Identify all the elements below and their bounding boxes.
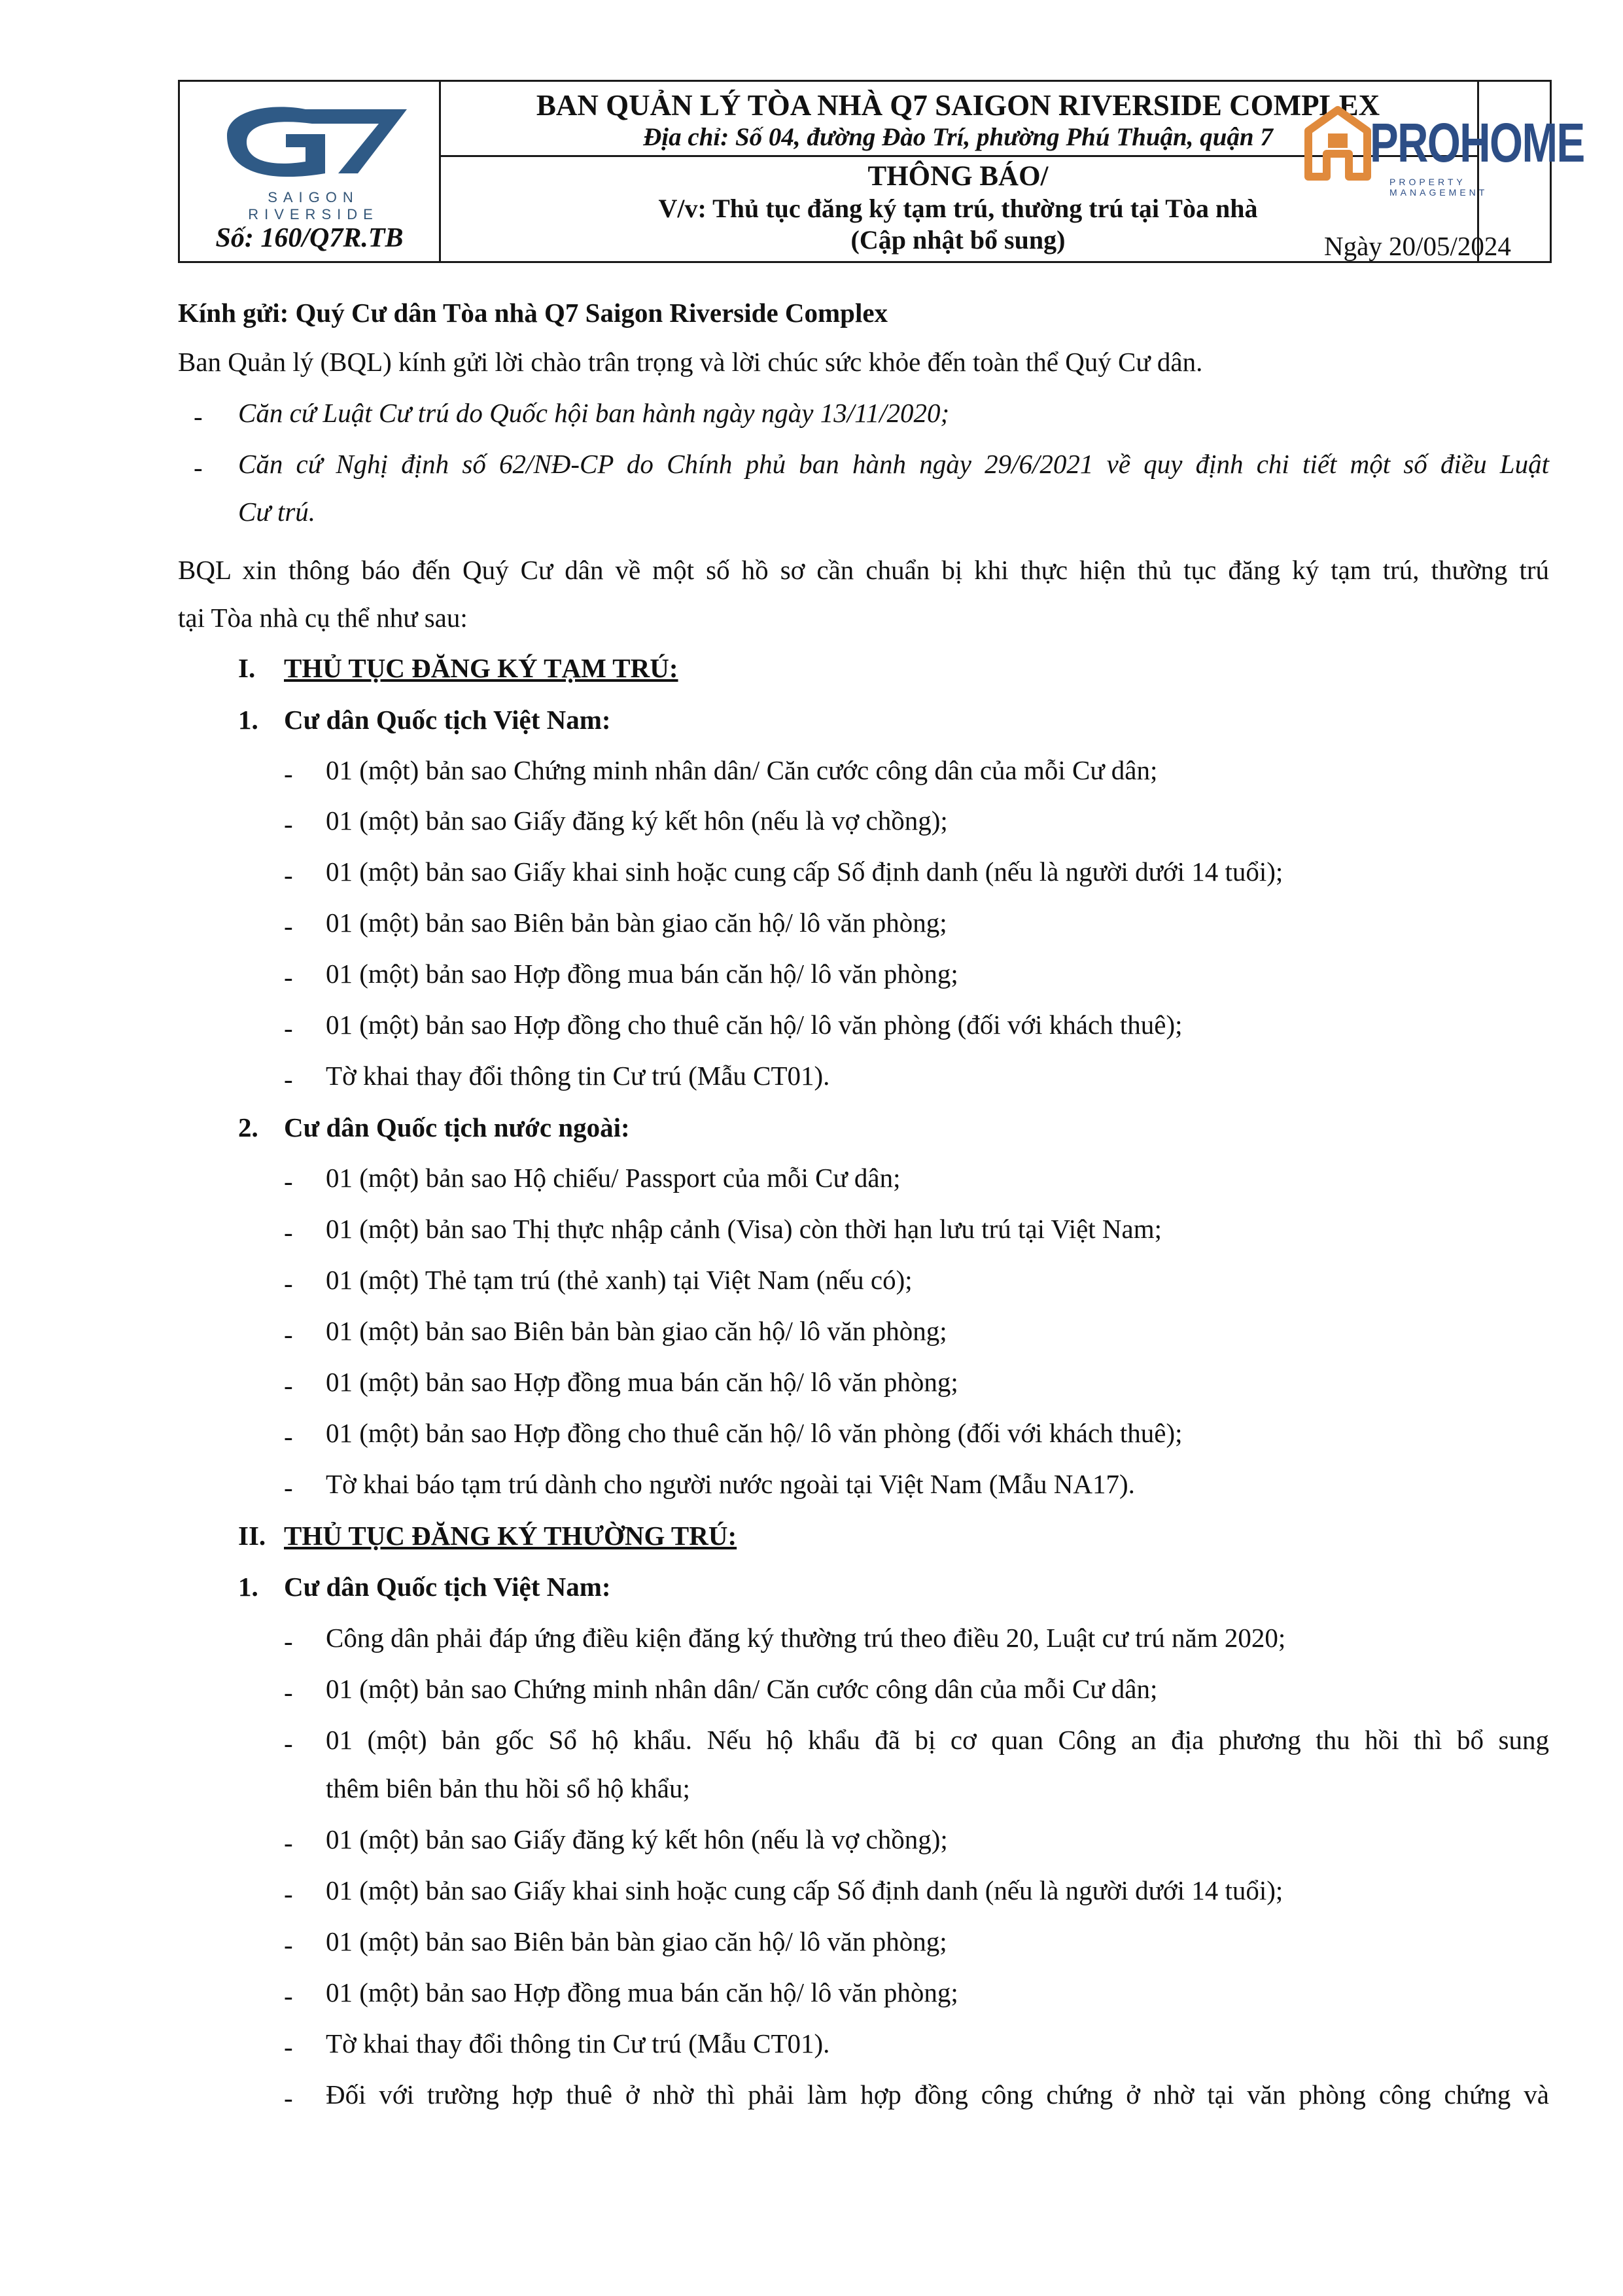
list-item: Đối với trường hợp thuê ở nhờ thì phải làm hợp đồng công chứng ở nhờ tại văn phòng công chứng và [326, 2079, 1549, 2110]
basis-law: Căn cứ Luật Cư trú do Quốc hội ban hành ngày ngày 13/11/2020; [238, 398, 950, 428]
section-1-number: I. [238, 653, 256, 683]
list-item: 01 (một) bản sao Chứng minh nhân dân/ Căn cước công dân của mỗi Cư dân; [326, 1674, 1158, 1704]
section-1-1-title: Cư dân Quốc tịch Việt Nam: [284, 705, 611, 735]
list-item: 01 (một) bản sao Biên bản bàn giao căn hộ/ lô văn phòng; [326, 1316, 947, 1346]
prohome-logo-text: PROHOME [1370, 112, 1584, 173]
list-item: 01 (một) bản sao Giấy đăng ký kết hôn (nếu là vợ chồng); [326, 1824, 948, 1854]
bullet-dash: - [284, 1268, 293, 1298]
bullet-dash: - [284, 758, 293, 788]
intro-line-2: tại Tòa nhà cụ thể như sau: [178, 603, 468, 633]
bullet-dash: - [284, 1472, 293, 1502]
list-item: Tờ khai thay đổi thông tin Cư trú (Mẫu CT01). [326, 1061, 830, 1091]
list-item: 01 (một) bản sao Giấy khai sinh hoặc cung cấp Số định danh (nếu là người dưới 14 tuổi); [326, 1875, 1283, 1905]
section-1-1-number: 1. [238, 705, 258, 735]
notice-subject-note: (Cập nhật bổ sung) [850, 225, 1066, 255]
q7-logo-subtitle: SAIGON RIVERSIDE [248, 189, 379, 222]
section-2-1-title: Cư dân Quốc tịch Việt Nam: [284, 1572, 611, 1602]
prohome-logo-subtitle: PROPERTY MANAGEMENT [1389, 177, 1488, 198]
list-item: 01 (một) Thẻ tạm trú (thẻ xanh) tại Việt Nam (nếu có); [326, 1265, 913, 1295]
bullet-dash: - [284, 1626, 293, 1656]
list-item: 01 (một) bản sao Biên bản bàn giao căn hộ/ lô văn phòng; [326, 908, 947, 938]
section-2-title: THỦ TỤC ĐĂNG KÝ THƯỜNG TRÚ: [284, 1521, 737, 1551]
house-icon [1302, 105, 1374, 190]
salutation: Kính gửi: Quý Cư dân Tòa nhà Q7 Saigon Riverside Complex [178, 298, 888, 328]
list-item-cont: thêm biên bản thu hồi sổ hộ khẩu; [326, 1773, 690, 1803]
list-item: 01 (một) bản sao Hợp đồng mua bán căn hộ/ lô văn phòng; [326, 959, 958, 989]
list-item: 01 (một) bản sao Biên bản bàn giao căn hộ/ lô văn phòng; [326, 1926, 947, 1956]
bullet-dash: - [284, 1421, 293, 1451]
list-item: 01 (một) bản sao Hợp đồng cho thuê căn hộ/ lô văn phòng (đối với khách thuê); [326, 1418, 1183, 1448]
bullet-dash: - [284, 2032, 293, 2062]
list-item: 01 (một) bản sao Thị thực nhập cảnh (Visa) còn thời hạn lưu trú tại Việt Nam; [326, 1214, 1162, 1244]
notice-subject: V/v: Thủ tục đăng ký tạm trú, thường trú tại Tòa nhà [658, 194, 1258, 223]
list-item: Tờ khai thay đổi thông tin Cư trú (Mẫu CT01). [326, 2028, 830, 2058]
document-number: Số: 160/Q7R.TB [215, 223, 404, 253]
list-item: 01 (một) bản sao Hộ chiếu/ Passport của mỗi Cư dân; [326, 1163, 901, 1193]
list-item: 01 (một) bản sao Hợp đồng mua bán căn hộ/ lô văn phòng; [326, 1977, 958, 2007]
bullet-dash: - [194, 401, 203, 431]
bullet-dash: - [284, 1677, 293, 1707]
list-item: Tờ khai báo tạm trú dành cho người nước ngoài tại Việt Nam (Mẫu NA17). [326, 1469, 1135, 1499]
bullet-dash: - [284, 860, 293, 890]
list-item: 01 (một) bản gốc Sổ hộ khẩu. Nếu hộ khẩu đã bị cơ quan Công an địa phương thu hồi thì bổ sung [326, 1725, 1549, 1755]
list-item: Công dân phải đáp ứng điều kiện đăng ký thường trú theo điều 20, Luật cư trú năm 2020; [326, 1623, 1286, 1653]
list-item: 01 (một) bản sao Chứng minh nhân dân/ Căn cước công dân của mỗi Cư dân; [326, 755, 1158, 785]
list-item: 01 (một) bản sao Hợp đồng cho thuê căn hộ/ lô văn phòng (đối với khách thuê); [326, 1010, 1183, 1040]
bullet-dash: - [284, 1981, 293, 2011]
bullet-dash: - [284, 1370, 293, 1400]
section-1-2-number: 2. [238, 1112, 258, 1142]
list-item: 01 (một) bản sao Hợp đồng mua bán căn hộ/ lô văn phòng; [326, 1367, 958, 1397]
organization-name: BAN QUẢN LÝ TÒA NHÀ Q7 SAIGON RIVERSIDE COMPLEX [536, 89, 1380, 122]
bullet-dash: - [284, 1879, 293, 1909]
greeting: Ban Quản lý (BQL) kính gửi lời chào trân trọng và lời chúc sức khỏe đến toàn thể Quý Cư dân. [178, 347, 1203, 377]
bullet-dash: - [284, 911, 293, 941]
header-logo-cell [180, 82, 441, 261]
prohome-logo [1302, 105, 1584, 203]
organization-address: Địa chỉ: Số 04, đường Đào Trí, phường Phú Thuận, quận 7 [643, 123, 1273, 151]
section-2-number: II. [238, 1521, 266, 1551]
bullet-dash: - [284, 1166, 293, 1196]
basis-decree: Căn cứ Nghị định số 62/NĐ-CP do Chính phủ ban hành ngày 29/6/2021 về quy định chi tiết một số điều Luật [238, 449, 1549, 479]
basis-decree-cont: Cư trú. [238, 497, 316, 527]
bullet-dash: - [284, 2083, 293, 2113]
bullet-dash: - [284, 1064, 293, 1094]
bullet-dash: - [284, 1319, 293, 1349]
section-1-2-title: Cư dân Quốc tịch nước ngoài: [284, 1112, 630, 1142]
document-date: Ngày 20/05/2024 [1324, 231, 1511, 261]
notice-title: THÔNG BÁO/ [867, 161, 1049, 192]
bullet-dash: - [194, 452, 203, 482]
intro-line-1: BQL xin thông báo đến Quý Cư dân về một số hồ sơ cần chuẩn bị khi thực hiện thủ tục đăng ký tạm trú, thường trú [178, 555, 1549, 585]
bullet-dash: - [284, 809, 293, 839]
list-item: 01 (một) bản sao Giấy đăng ký kết hôn (nếu là vợ chồng); [326, 805, 948, 836]
bullet-dash: - [284, 1728, 293, 1758]
bullet-dash: - [284, 962, 293, 992]
bullet-dash: - [284, 1828, 293, 1858]
bullet-dash: - [284, 1013, 293, 1043]
q7-logo-icon [207, 96, 417, 194]
bullet-dash: - [284, 1217, 293, 1247]
list-item: 01 (một) bản sao Giấy khai sinh hoặc cung cấp Số định danh (nếu là người dưới 14 tuổi); [326, 857, 1283, 887]
bullet-dash: - [284, 1930, 293, 1960]
section-2-1-number: 1. [238, 1572, 258, 1602]
section-1-title: THỦ TỤC ĐĂNG KÝ TẠM TRÚ: [284, 653, 678, 683]
